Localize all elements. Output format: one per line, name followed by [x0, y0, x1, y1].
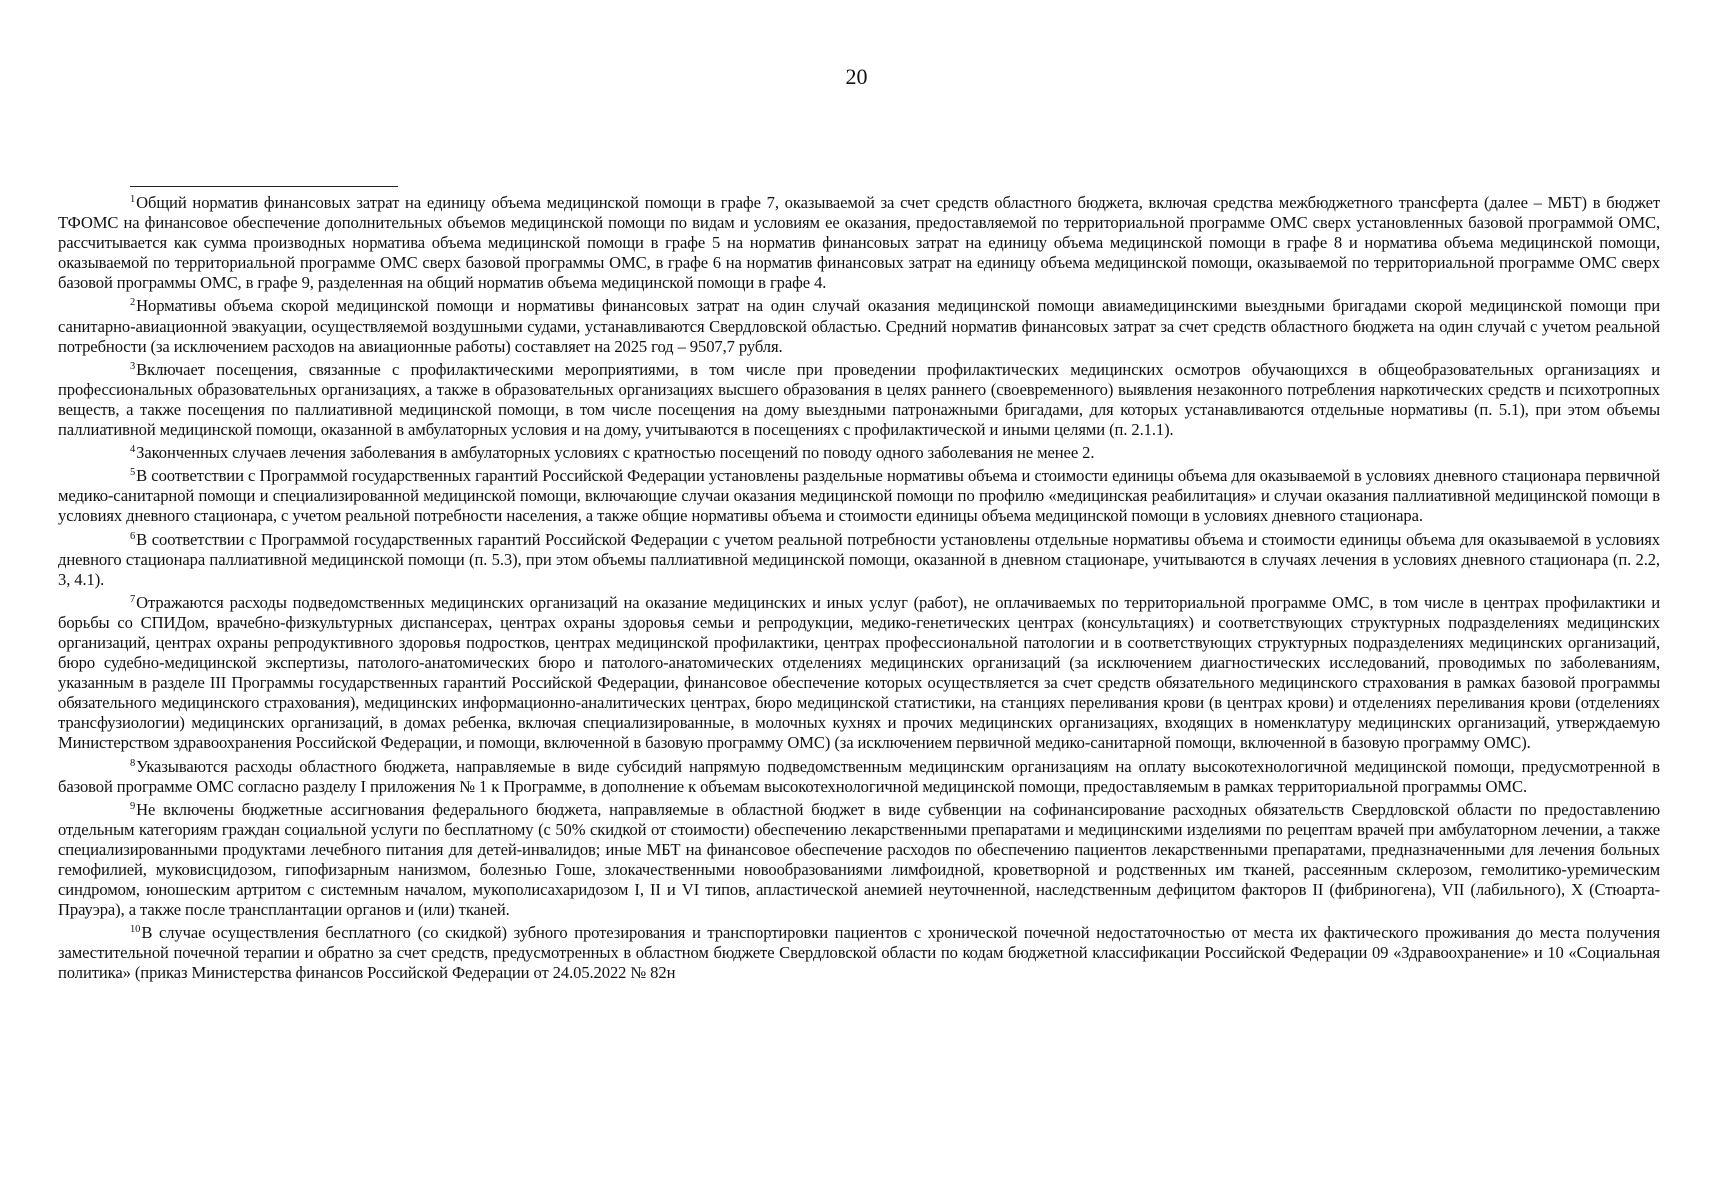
footnote-mark: 6 [130, 530, 136, 542]
footnote-2 [58, 293, 1660, 356]
footnote-4 [58, 440, 1660, 463]
footnote-text: Отражаются расходы подведомственных медицинских организаций на оказание медицинских и иных услуг (работ), не оплачиваемых по территориальной программе ОМС, в том числе в центрах профилактики и борьбы со СПИДом, врачебно-физкультурных диспансерах, центрах охраны здоровья семьи и репродукции, медико-генетических центрах (консультациях) и соответствующих структурных подразделениях медицинских организаций, центрах охраны репродуктивного здоровья подростков, центрах медицинской профилактики, центрах профессиональной патологии и в соответствующих структурных подразделениях медицинских организаций, бюро судебно-медицинской экспертизы, патолого-анатомических бюро и патолого-анатомических отделениях медицинских организаций (за исключением диагностических исследований, проводимых по заболеваниям, указанным в разделе III Программы государственных гарантий Российской Федерации, финансовое обеспечение которых осуществляется за счет средств обязательного медицинского страхования в рамках базовой программы обязательного медицинского страхования), медицинских информационно-аналитических центрах, бюро медицинской статистики, на станциях переливания крови (в центрах крови) и отделениях переливания крови (отделениях трансфузиологии) медицинских организаций, в домах ребенка, включая специализированные, в молочных кухнях и прочих медицинских организациях, входящих в номенклатуру медицинских организаций, утверждаемую Министерством здравоохранения Российской Федерации, и помощи, включенной в базовую программу ОМС) (за исключением первичной медико-санитарной помощи, включенной в базовую программу ОМС). [58, 592, 1660, 753]
footnote-9 [58, 797, 1660, 921]
footnote-mark: 3 [130, 360, 136, 372]
footnote-1 [58, 190, 1660, 293]
footnote-text: Законченных случаев лечения заболевания в амбулаторных условиях с кратностью посещений по поводу одного заболевания не менее 2. [136, 443, 1095, 463]
footnote-10 [58, 920, 1660, 983]
footnote-text: В случае осуществления бесплатного (со скидкой) зубного протезирования и транспортировки пациентов с хронической почечной недостаточностью от места их фактического проживания до места получения заместительной почечной терапии и обратно за счет средств, предусмотренных в областном бюджете Свердловской области по кодам бюджетной классификации Российской Федерации 09 «Здравоохранение» и 10 «Социальная политика» (приказ Министерства финансов Российской Федерации от 24.05.2022 № 82н [58, 923, 1660, 983]
footnote-text: Нормативы объема скорой медицинской помощи и нормативы финансовых затрат на один случай оказания медицинской помощи авиамедицинскими выездными бригадами скорой медицинской помощи при санитарно-авиационной эвакуации, осуществляемой воздушными судами, устанавливаются Свердловской областью. Средний норматив финансовых затрат за счет средств областного бюджета на один случай с учетом реальной потребности (за исключением расходов на авиационные работы) составляет на 2025 год – 9507,7 рубля. [58, 296, 1660, 356]
footnote-3 [58, 357, 1660, 440]
footnotes-block [58, 190, 1660, 984]
footnote-text: Не включены бюджетные ассигнования федерального бюджета, направляемые в областной бюджет в виде субвенции на софинансирование расходных обязательств Свердловской области по предоставлению отдельным категориям граждан социальной услуги по бесплатному (с 50% скидкой от стоимости) обеспечению лекарственными препаратами и медицинскими изделиями по рецептам врачей при амбулаторном лечении, а также специализированными продуктами лечебного питания для детей-инвалидов; иные МБТ на финансовое обеспечение расходов по обеспечению пациентов лекарственными препаратами, предназначенными для лечения больных гемофилией, муковисцидозом, гипофизарным нанизмом, болезнью Гоше, злокачественными новообразованиями лимфоидной, кроветворной и родственных им тканей, рассеянным склерозом, гемолитико-уремическим синдромом, юношеским артритом с системным началом, мукополисахаридозом I, II и VI типов, апластической анемией неуточненной, наследственным дефицитом факторов II (фибриногена), VII (лабильного), X (Стюарта-Прауэра), а также после трансплантации органов и (или) тканей. [58, 799, 1660, 920]
footnote-mark: 5 [130, 467, 136, 479]
footnote-7 [58, 590, 1660, 754]
footnote-8 [58, 754, 1660, 797]
footnote-text: Включает посещения, связанные с профилактическими мероприятиями, в том числе при проведении профилактических медицинских осмотров обучающихся в общеобразовательных организациях и профессиональных образовательных организациях, а также в образовательных организациях высшего образования в целях раннего (своевременного) выявления незаконного потребления наркотических средств и психотропных веществ, а также посещения по паллиативной медицинской помощи, в том числе посещения на дому выездными патронажными бригадами, для которых устанавливаются отдельные нормативы (п. 5.1), при этом объемы паллиативной медицинской помощи, оказанной в амбулаторных условия и на дому, учитываются в посещениях с профилактической и иными целями (п. 2.1.1). [58, 359, 1660, 440]
footnote-mark: 4 [130, 444, 136, 456]
footnote-separator [130, 186, 398, 187]
footnote-mark: 9 [130, 800, 136, 812]
footnote-text: Указываются расходы областного бюджета, направляемые в виде субсидий напрямую подведомственным медицинским организациям на оплату высокотехнологичной медицинской помощи, предусмотренной в базовой программе ОМС согласно разделу I приложения № 1 к Программе, в дополнение к объемам высокотехнологичной медицинской помощи, предоставляемым в рамках территориальной программы ОМС. [58, 756, 1660, 796]
footnote-mark: 2 [130, 297, 136, 309]
footnote-mark: 10 [130, 924, 141, 936]
footnote-6 [58, 527, 1660, 590]
footnote-mark: 7 [130, 593, 136, 605]
footnote-5 [58, 463, 1660, 526]
footnote-mark: 8 [130, 757, 136, 769]
footnote-text: В соответствии с Программой государственных гарантий Российской Федерации с учетом реальной потребности установлены отдельные нормативы объема и стоимости единицы объема для оказываемой в условиях дневного стационара паллиативной медицинской помощи (п. 5.3), при этом объемы паллиативной медицинской помощи, оказанной в дневном стационаре, учитываются в случаях лечения в условиях дневного стационара (п. 2.2, 3, 4.1). [58, 529, 1660, 589]
footnote-text: В соответствии с Программой государственных гарантий Российской Федерации установлены раздельные нормативы объема и стоимости единицы объема для оказываемой в условиях дневного стационара первичной медико-санитарной помощи и специализированной медицинской помощи, включающие случаи оказания медицинской помощи по профилю «медицинская реабилитация» и случаи оказания паллиативной медицинской помощи в условиях дневного стационара, с учетом реальной потребности населения, а также общие нормативы объема и стоимости единицы объема медицинской помощи в условиях дневного стационара. [58, 466, 1660, 526]
footnote-text: Общий норматив финансовых затрат на единицу объема медицинской помощи в графе 7, оказываемой за счет средств областного бюджета, включая средства межбюджетного трансферта (далее – МБТ) в бюджет ТФОМС на финансовое обеспечение дополнительных объемов медицинской помощи по видам и условиям ее оказания, предоставляемой по территориальной программе ОМС сверх установленных базовой программой ОМС, рассчитывается как сумма производных норматива объема медицинской помощи в графе 5 на норматив финансовых затрат на единицу объема медицинской помощи в графе 8 и норматива объема медицинской помощи, оказываемой по территориальной программе ОМС сверх базовой программы ОМС, в графе 6 на норматив финансовых затрат на единицу объема медицинской помощи, оказываемой по территориальной программе ОМС сверх базовой программы ОМС, в графе 9, разделенная на общий норматив объема медицинской помощи в графе 4. [58, 193, 1660, 293]
footnote-mark: 1 [130, 194, 136, 205]
page-number: 20 [845, 64, 868, 89]
